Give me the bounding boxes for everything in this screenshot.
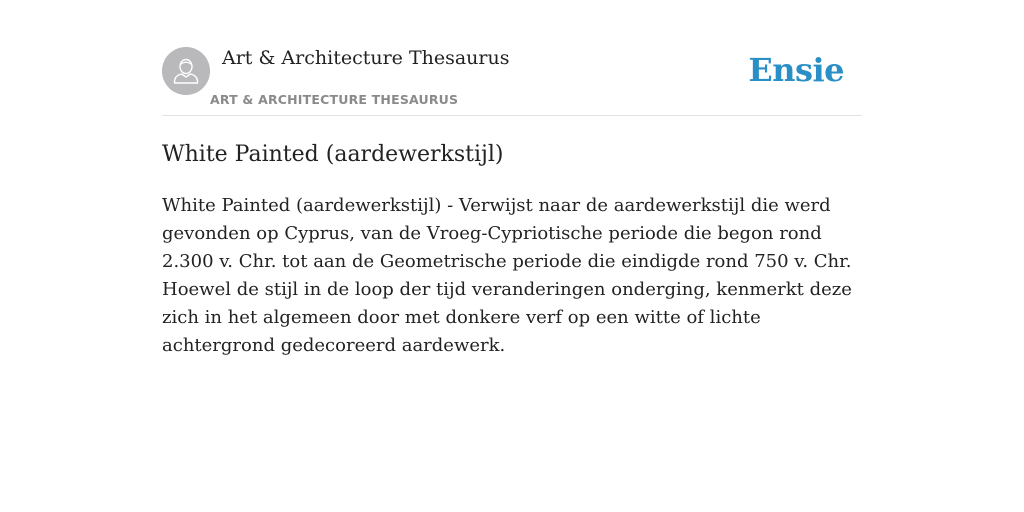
- avatar[interactable]: [162, 47, 210, 95]
- source-label: ART & ARCHITECTURE THESAURUS: [210, 92, 459, 107]
- page-title: White Painted (aardewerkstijl): [162, 142, 504, 167]
- author-header: [162, 40, 862, 116]
- brand-logo[interactable]: Ensie: [748, 51, 844, 89]
- definition-text: White Painted (aardewerkstijl) - Verwijst naar de aardewerkstijl die werd gevonden op Cyprus, van de Vroeg-Cypriotische periode die begon rond 2.300 v. Chr. tot aan de Geometrische periode die eindigde rond 750 v. Chr. Hoewel de stijl in de loop der tijd veranderingen onderging, kenmerkt deze zich in het algemeen door met donkere verf op een witte of lichte achtergrond gedecoreerd aardewerk.: [162, 195, 852, 356]
- user-icon: [162, 47, 210, 95]
- author-name[interactable]: Art & Architecture Thesaurus: [222, 47, 510, 69]
